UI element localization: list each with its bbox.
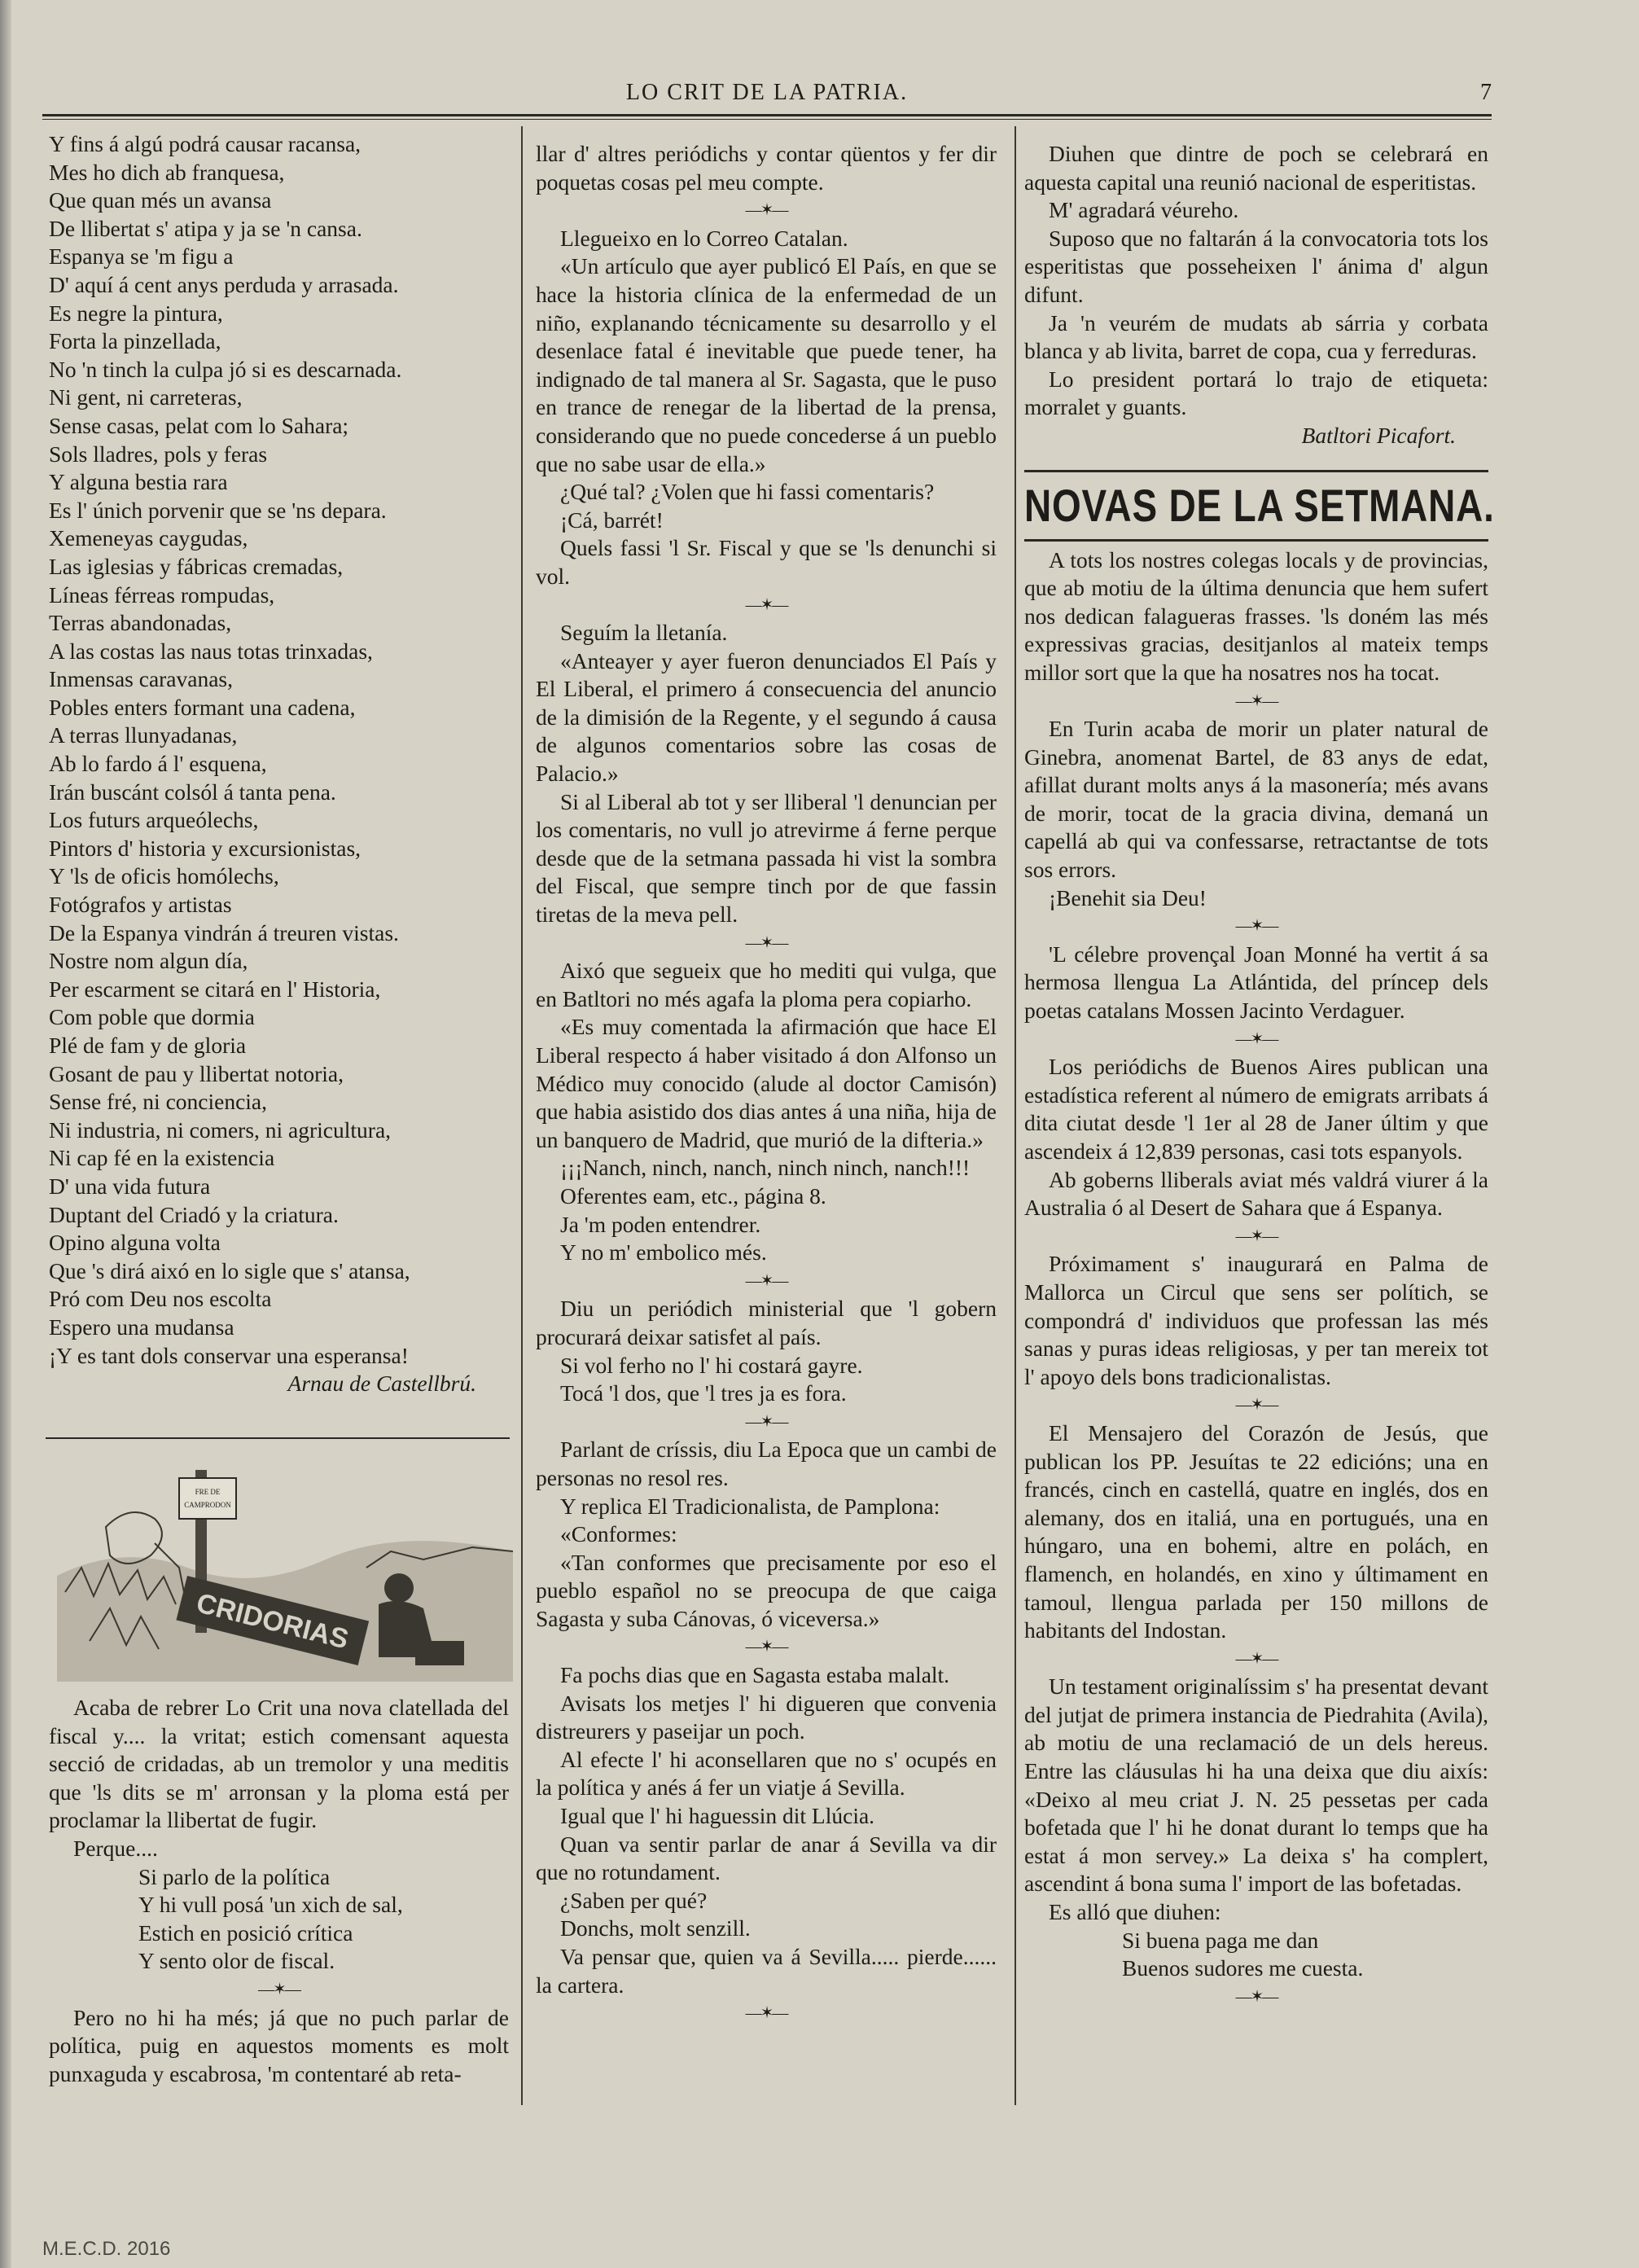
paragraph: ¡Benehit sia Deu! — [1049, 884, 1207, 910]
poem-line: Duptant del Criadó y la criatura. — [49, 1201, 339, 1227]
paragraph: Próximament s' inaugurará en Palma de Mallorca un Circul que sens ser polítich, se compondrá d' individuos que professan las més sanas y puras ideas religiosas, y per tan mereix tot l' apoyo dels bons tradicionalistas. — [1024, 1251, 1488, 1389]
poem-line: Sols lladres, pols y feras — [49, 441, 268, 467]
paragraph: Diuhen que dintre de poch se celebrará en aquesta capital una reunió nacional de esperitistas. — [1024, 141, 1488, 195]
paragraph: Es alló que diuhen: — [1049, 1899, 1221, 1925]
poem-line: Inmensas caravanas, — [49, 666, 234, 692]
paragraph: Quan va sentir parlar de anar á Sevilla va dir que no rotundament. — [536, 1831, 997, 1885]
poem-line: Y alguna bestia rara — [49, 469, 228, 495]
poem-line: Xemeneyas caygudas, — [49, 525, 248, 551]
paragraph: «Anteayer y ayer fueron denunciados El País y El Liberal, el primero á consecuencia del anuncio de la dimisión de la Regente, y el segundo á causa de algunos comentarios sobre las cosas de Palacio.» — [536, 647, 997, 787]
header-rule — [42, 114, 1492, 116]
poem-line: Sense casas, pelat com lo Sahara; — [49, 412, 349, 438]
verse-line: Si parlo de la política — [138, 1863, 331, 1889]
newspaper-title: LO CRIT DE LA PATRIA. — [625, 80, 909, 105]
poem-line: A las costas las naus totas trinxadas, — [49, 638, 373, 664]
poem-line: Y fins á algú podrá causar racansa, — [49, 131, 362, 156]
poem-line: Que quan més un avansa — [49, 187, 272, 213]
paragraph: Si vol ferho no l' hi costará gayre. — [560, 1352, 863, 1378]
paragraph: Suposo que no faltarán á la convocatoria tots los esperitistas que posseheixen l' ánima d' algun difunt. — [1024, 225, 1488, 307]
paragraph: Llegueixo en lo Correo Catalan. — [560, 225, 848, 251]
column-2 — [536, 140, 997, 2028]
paragraph: llar d' altres periódichs y contar qüentos y fer dir poquetas cosas pel meu compte. — [536, 141, 997, 195]
poem-line: Gosant de pau y llibertat notoria, — [49, 1060, 344, 1086]
poem-line: Los futurs arqueólechs, — [49, 807, 259, 833]
paragraph: ¡¡¡Nanch, ninch, nanch, ninch ninch, nanch!!! — [560, 1155, 971, 1181]
verse-line: Buenos sudores me cuesta. — [1122, 1955, 1364, 1981]
poem-line: Terras abandonadas, — [49, 610, 232, 636]
paragraph: Aixó que segueix que ho mediti qui vulga, que en Batltori no més agafa la ploma pera copiarho. — [536, 958, 997, 1011]
paragraph: ¿Qué tal? ¿Volen que hi fassi comentaris? — [560, 479, 935, 505]
separator: —✶— — [745, 1271, 787, 1290]
poem-line: Sense fré, ni conciencia, — [49, 1089, 268, 1115]
paragraph: Va pensar que, quien va á Sevilla..... pierde...... la cartera. — [536, 1944, 997, 1998]
paragraph: Diu un periódich ministerial que 'l gobern procurará deixar satisfet al país. — [536, 1296, 997, 1349]
svg-text:CAMPRODON: CAMPRODON — [184, 1501, 231, 1509]
poem-line: Espanya se 'm figu a — [49, 243, 234, 270]
poem-line: Opino alguna volta — [49, 1230, 221, 1256]
separator: —✶— — [745, 2004, 787, 2023]
svg-text:CRIDORIAS: CRIDORIAS — [193, 1587, 352, 1656]
poem-line: D' aquí á cent anys perduda y arrasada. — [49, 271, 399, 297]
paragraph: 'L célebre provençal Joan Monné ha vertit á sa hermosa llengua La Atlántida, del príncep dels poetas catalans Mossen Jacinto Verdaguer. — [1024, 941, 1488, 1024]
separator: —✶— — [1235, 1987, 1277, 2006]
poem-line: Es negre la pintura, — [49, 300, 223, 326]
paragraph: Y no m' embolico més. — [560, 1239, 767, 1266]
paragraph: Avisats los metjes l' hi digueren que convenia distreurers y paseijar un poch. — [536, 1690, 997, 1744]
poem-line: Que 's dirá aixó en lo sigle que s' atansa, — [49, 1257, 410, 1283]
poem-line: Ni industria, ni comers, ni agricultura, — [49, 1116, 392, 1143]
paragraph: Si al Liberal ab tot y ser lliberal 'l denuncian per los comentaris, no vull jo atrevirme á ferne perque desde que de la setmana passada hi vist la sombra del Fiscal, que sempre tinch por de que fassin tiretas de la meva pell. — [536, 788, 997, 928]
poem-line: Fotógrafos y artistas — [49, 892, 232, 918]
cridorias-illustration — [57, 1454, 513, 1682]
paragraph: ¡Cá, barrét! — [560, 507, 664, 533]
paragraph: Tocá 'l dos, que 'l tres ja es fora. — [560, 1380, 847, 1406]
page-edge — [0, 0, 11, 2268]
paragraph: Fa pochs dias que en Sagasta estaba malalt. — [560, 1662, 950, 1688]
poem-line: D' una vida futura — [49, 1173, 211, 1199]
paragraph: Quels fassi 'l Sr. Fiscal y que se 'ls denunchi si vol. — [536, 535, 997, 589]
separator: —✶— — [745, 595, 787, 614]
paragraph: Los periódichs de Buenos Aires publican una estadística referent al número de emigrats arribats á dita ciutat desde 'l 1er al 28 de Janer últim y que ascendeix á 12,839 personas, casi tots espanyols. — [1024, 1054, 1488, 1164]
paragraph: A tots los nostres colegas locals y de provincias, que ab motiu de la última denuncia que hem sufert nos dedican falagueras frasses. 'ls doném las més expressivas gracias, desitjanlos al mateix temps millor sort que la que ha nosatres nos ha tocat. — [1024, 546, 1488, 685]
poem-line: Plé de fam y de gloria — [49, 1033, 247, 1058]
separator: —✶— — [745, 1412, 787, 1431]
paragraph: «Es muy comentada la afirmación que hace El Liberal respecto á haber visitado á don Alfonso un Médico muy conocido (alude al doctor Camisón) que habia asistido dos dias antes á una niña, hija de un banquero de Madrid, que murió de la difteria.» — [536, 1014, 997, 1152]
poem-line: De la Espanya vindrán á treuren vistas. — [49, 919, 399, 945]
section-rule-top — [1024, 470, 1488, 472]
paragraph: Oferentes eam, etc., página 8. — [560, 1182, 826, 1209]
section-title: NOVAS DE LA SETMANA. — [1024, 479, 1495, 531]
column-3 — [1024, 140, 1495, 2011]
poem-line: Y 'ls de oficis homólechs, — [49, 863, 279, 889]
page-header — [42, 80, 1492, 112]
poem-line: Nostre nom algun día, — [49, 948, 248, 974]
section-rule-bottom — [1024, 539, 1488, 542]
separator: —✶— — [745, 201, 787, 220]
poem-line: Líneas férreas rompudas, — [49, 581, 275, 608]
header-rule-thin — [42, 119, 1492, 120]
paragraph: Parlant de críssis, diu La Epoca que un cambi de personas no resol res. — [536, 1437, 997, 1490]
verse-line: Y sento olor de fiscal. — [138, 1948, 335, 1974]
poem-line: Irán buscánt colsól á tanta pena. — [49, 779, 336, 805]
cridadas-paragraph: Acaba de rebrer Lo Crit una nova clatellada del fiscal y.... la vritat; estich comensant aquesta secció de cridadas, ab un tremolor y una meditis que 'ls dits se m' arronsan y la ploma está per proclamar la llibertat de fugir. — [49, 1695, 509, 1833]
poem-line: No 'n tinch la culpa jó si es descarnada. — [49, 356, 402, 382]
separator: —✶— — [745, 933, 787, 952]
separator: —✶— — [1235, 691, 1277, 710]
paragraph: «Conformes: — [560, 1521, 677, 1547]
poem-line: Ni gent, ni carreteras, — [49, 384, 243, 410]
poem-line: Forta la pinzellada, — [49, 328, 221, 354]
intro-signature: Batltori Picafort. — [1301, 422, 1456, 448]
paragraph: Al efecte l' hi aconsellaren que no s' ocupés en la política y anés á fer un viatje á Sevilla. — [536, 1746, 997, 1801]
illustration-rule — [46, 1437, 510, 1439]
svg-text:FRE DE: FRE DE — [195, 1488, 221, 1496]
column-1-lower — [49, 1694, 509, 2088]
page-number: 7 — [1480, 80, 1492, 105]
archive-watermark: M.E.C.D. 2016 — [42, 2238, 171, 2260]
paragraph: Lo president portará lo trajo de etiqueta: morralet y guants. — [1024, 366, 1488, 420]
column-1 — [49, 130, 509, 1398]
paragraph: Ja 'n veurém de mudats ab sárria y corbata blanca y ab livita, barret de copa, cua y ferreduras. — [1024, 309, 1488, 364]
paragraph: «Un artículo que ayer publicó El País, en que se hace la historia clínica de la enfermedad de un niño, explanando técnicamente su desarrollo y el desenlace fatal é inevitable que puede tener, ha indignado de tal manera al Sr. Sagasta, que le puso en trance de renegar de la libertad de la prensa, considerando que no puede concederse á un pueblo que no sabe usar de ella.» — [536, 253, 997, 476]
paragraph: ¿Saben per qué? — [560, 1887, 708, 1913]
paragraph: «Tan conformes que precisamente por eso el pueblo español no se preocupa de que caiga Sagasta y suba Cánovas, ó viceversa.» — [536, 1549, 997, 1631]
poem-signature: Arnau de Castellbrú. — [287, 1371, 476, 1397]
poem-line: Com poble que dormia — [49, 1004, 255, 1030]
poem-line: Per escarment se citará en l' Historia, — [49, 976, 381, 1002]
separator: —✶— — [1235, 917, 1277, 936]
espiritistas-item — [1024, 140, 1488, 422]
perque-line: Perque.... — [73, 1835, 158, 1861]
paragraph: Igual que l' hi haguessin dit Llúcia. — [560, 1803, 875, 1829]
paragraph: En Turin acaba de morir un plater natural de Ginebra, anomenat Bartel, de 83 anys de edat, afillat durant molts anys á la masonería; més avans de morir, tocat de la gracia divina, demaná un capellá ab qui va confessarse, retractantse de tots sos errors. — [1024, 716, 1488, 883]
paragraph: Ab goberns lliberals aviat més valdrá viurer á la Australia ó al Desert de Sahara que á Espanya. — [1024, 1166, 1488, 1221]
poem-line: A terras llunyadanas, — [49, 722, 238, 748]
verse-line: Estich en posició crítica — [138, 1919, 353, 1946]
verse-line: Y hi vull posá 'un xich de sal, — [138, 1892, 403, 1918]
column-divider-right — [1015, 126, 1016, 2105]
poem-line: Las iglesias y fábricas cremadas, — [49, 553, 344, 579]
paragraph: Donchs, molt senzill. — [560, 1915, 751, 1941]
column-divider-left — [521, 126, 523, 2105]
short-verse — [49, 1863, 509, 1976]
separator: —✶— — [258, 1980, 300, 1998]
closing-paragraph: Pero no hi ha més; já que no puch parlar de política, puig en aquestos moments es molt punxaguda y escabrosa, 'm contentaré ab reta- — [49, 2004, 509, 2086]
poem-line: Espero una mudansa — [49, 1314, 234, 1340]
poem — [49, 130, 509, 1370]
poem-line: Ni cap fé en la existencia — [49, 1145, 275, 1171]
news-items — [1024, 546, 1488, 2011]
paragraph: M' agradará véureho. — [1049, 197, 1239, 223]
poem-line: Pobles enters formant una cadena, — [49, 694, 356, 720]
separator: —✶— — [1235, 1226, 1277, 1245]
separator: —✶— — [1235, 1396, 1277, 1415]
separator: —✶— — [745, 1638, 787, 1656]
poem-line: Pintors d' historia y excursionistas, — [49, 835, 362, 861]
poem-line: De llibertat s' atipa y ja se 'n cansa. — [49, 215, 362, 241]
separator: —✶— — [1235, 1029, 1277, 1048]
separator: —✶— — [1235, 1649, 1277, 1668]
poem-line: Ab lo fardo á l' esquena, — [49, 751, 267, 777]
poem-line: Es l' únich porvenir que se 'ns depara. — [49, 497, 387, 523]
poem-line: Pró com Deu nos escolta — [49, 1286, 272, 1312]
poem-line: ¡Y es tant dols conservar una esperansa! — [49, 1342, 409, 1368]
paragraph: Seguím la lletanía. — [560, 620, 728, 646]
paragraph: Y replica El Tradicionalista, de Pamplona: — [560, 1493, 940, 1519]
verse-line: Si buena paga me dan — [1122, 1927, 1319, 1953]
poem-line: Mes ho dich ab franquesa, — [49, 159, 285, 185]
paragraph: El Mensajero del Corazón de Jesús, que publican los PP. Jesuítas te 22 edicións; una en francés, cinch en castellá, quatre en inglés, dos en alemany, dos en italiá, una en portugués, una en húngaro, una en bohemi, altre en polách, en flamench, en holandés, en xino y últimament en tamoul, llengua parlada per 150 millons de habitants del Indostan. — [1024, 1419, 1488, 1643]
paragraph: Ja 'm poden entendrer. — [560, 1211, 761, 1237]
paragraph: Un testament originalíssim s' ha presentat devant del jutjat de primera instancia de Piedrahita (Avila), ab motiu de una reclamació de un dels hereus. Entre las cláusulas hi ha una deixa que diu aixís: «Deixo al meu criat J. N. 25 pessetas per cada bofetada que l' hi he donat durant lo temps que ha estat á mon servey.» La deixa s' ha complert, ascendint á bona suma l' import de las bofetadas. — [1024, 1674, 1488, 1897]
